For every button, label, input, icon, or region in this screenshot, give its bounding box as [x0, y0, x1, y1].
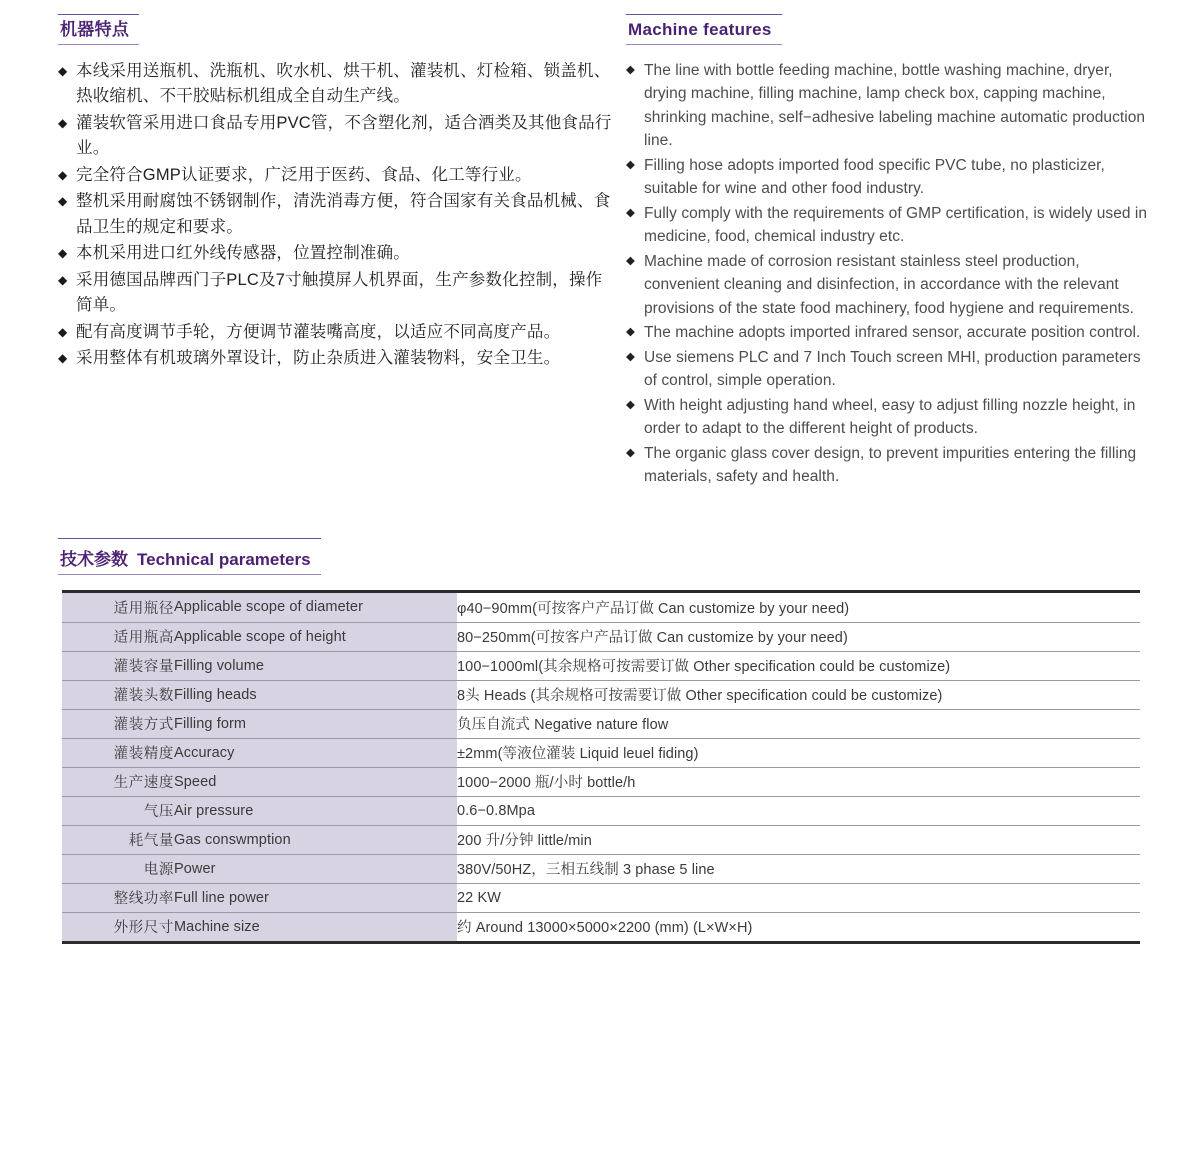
technical-parameters-heading-en: Technical parameters [137, 550, 311, 569]
technical-parameters-heading-cn: 技术参数 [60, 550, 128, 569]
param-label-cn: 生产速度 [62, 767, 174, 796]
machine-features-heading-cn-text: 机器特点 [60, 20, 130, 39]
diamond-bullet-icon: ◆ [58, 246, 68, 261]
param-value: 0.6−0.8Mpa [457, 796, 1140, 825]
table-row [62, 912, 1140, 941]
param-label-cn: 灌装容量 [62, 651, 174, 680]
diamond-bullet-icon: ◆ [58, 351, 68, 366]
technical-parameters-table-wrap [62, 590, 1140, 944]
table-row [62, 883, 1140, 912]
diamond-bullet-icon: ◆ [626, 326, 635, 339]
table-row [62, 651, 1140, 680]
table-row [62, 825, 1140, 854]
feature-cn-item [58, 189, 618, 240]
feature-cn-item-text: 灌装软管采用进口食品专用PVC管，不含塑化剂，适合酒类及其他食品行业。 [76, 113, 612, 158]
param-value: 80−250mm(可按客户产品订做 Can customize by your need) [457, 622, 1140, 651]
technical-parameters-heading-wrap [58, 538, 321, 575]
diamond-bullet-icon: ◆ [626, 254, 635, 267]
table-row [62, 796, 1140, 825]
diamond-bullet-icon: ◆ [58, 324, 68, 339]
feature-en-item [626, 442, 1151, 489]
diamond-bullet-icon: ◆ [626, 350, 635, 363]
param-label-en: Air pressure [174, 796, 457, 825]
feature-en-item [626, 346, 1151, 393]
feature-en-item [626, 202, 1151, 249]
param-value: 22 KW [457, 883, 1140, 912]
diamond-bullet-icon: ◆ [626, 398, 635, 411]
feature-cn-item-text: 本机采用进口红外线传感器，位置控制准确。 [76, 244, 410, 263]
param-label-en: Full line power [174, 883, 457, 912]
features-section [0, 14, 1200, 490]
param-label-cn: 外形尺寸 [62, 912, 174, 941]
feature-cn-item-text: 配有高度调节手轮，方便调节灌装嘴高度，以适应不同高度产品。 [76, 322, 561, 341]
feature-cn-item-text: 完全符合GMP认证要求，广泛用于医药、食品、化工等行业。 [76, 165, 532, 184]
feature-cn-item-text: 整机采用耐腐蚀不锈钢制作，清洗消毒方便，符合国家有关食品机械、食品卫生的规定和要求。 [76, 192, 611, 236]
param-label-en: Gas conswmption [174, 825, 457, 854]
param-value: 380V/50HZ，三相五线制 3 phase 5 line [457, 854, 1140, 883]
param-label-en: Machine size [174, 912, 457, 941]
feature-en-item [626, 59, 1151, 153]
param-label-en: Power [174, 854, 457, 883]
param-label-cn: 整线功率 [62, 883, 174, 912]
param-value: 约 Around 13000×5000×2200 (mm) (L×W×H) [457, 912, 1140, 941]
machine-features-heading-en-text: Machine features [628, 20, 772, 39]
param-label-en: Filling form [174, 709, 457, 738]
feature-cn-item [58, 59, 618, 110]
feature-cn-item-text: 采用整体有机玻璃外罩设计，防止杂质进入灌装物料，安全卫生。 [76, 349, 561, 368]
param-value: 200 升/分钟 little/min [457, 825, 1140, 854]
feature-en-item [626, 321, 1151, 345]
table-row [62, 738, 1140, 767]
features-list-english [626, 59, 1151, 489]
diamond-bullet-icon: ◆ [626, 158, 635, 171]
technical-parameters-heading-text [60, 545, 311, 570]
feature-en-item-text: With height adjusting hand wheel, easy to adjust filling nozzle height, in order to adapt to the different height of products. [644, 396, 1136, 438]
param-label-en: Applicable scope of height [174, 622, 457, 651]
feature-cn-item [58, 241, 618, 267]
machine-features-heading-en [626, 14, 782, 45]
param-label-cn: 适用瓶高 [62, 622, 174, 651]
diamond-bullet-icon: ◆ [626, 206, 635, 219]
table-row [62, 593, 1140, 622]
feature-en-item-text: The organic glass cover design, to prevent impurities entering the filling materials, safety and health. [644, 444, 1137, 486]
feature-cn-item [58, 111, 618, 162]
feature-en-item [626, 250, 1151, 321]
feature-en-item-text: Machine made of corrosion resistant stainless steel production, convenient cleaning and disinfection, in accordance with the relevant provisions of the state food machinery, food hygiene and requirements. [644, 252, 1135, 317]
technical-parameters-table [62, 593, 1140, 941]
diamond-bullet-icon: ◆ [58, 272, 68, 287]
diamond-bullet-icon: ◆ [58, 167, 68, 182]
feature-en-item-text: Filling hose adopts imported food specific PVC tube, no plasticizer, suitable for wine and other food industry. [644, 156, 1105, 198]
param-value: 1000−2000 瓶/小时 bottle/h [457, 767, 1140, 796]
param-value: φ40−90mm(可按客户产品订做 Can customize by your need) [457, 593, 1140, 622]
feature-cn-item [58, 163, 618, 189]
diamond-bullet-icon: ◆ [58, 115, 68, 130]
feature-en-item [626, 394, 1151, 441]
param-label-cn: 气压 [62, 796, 174, 825]
param-label-en: Filling volume [174, 651, 457, 680]
table-row [62, 854, 1140, 883]
param-label-cn: 灌装精度 [62, 738, 174, 767]
diamond-bullet-icon: ◆ [58, 63, 68, 78]
feature-cn-item [58, 320, 618, 346]
table-row [62, 680, 1140, 709]
diamond-bullet-icon: ◆ [58, 194, 68, 209]
table-row [62, 767, 1140, 796]
param-label-cn: 电源 [62, 854, 174, 883]
param-value: ±2mm(等液位灌装 Liquid leuel fiding) [457, 738, 1140, 767]
feature-en-item-text: Use siemens PLC and 7 Inch Touch screen MHI, production parameters of control, simple operation. [644, 348, 1141, 390]
technical-parameters-heading [58, 538, 321, 575]
param-label-en: Accuracy [174, 738, 457, 767]
features-column-chinese [58, 14, 618, 490]
feature-cn-item [58, 346, 618, 372]
feature-cn-item [58, 268, 618, 319]
feature-en-item [626, 154, 1151, 201]
feature-en-item-text: Fully comply with the requirements of GMP certification, is widely used in medicine, food, chemical industry etc. [644, 204, 1148, 246]
table-row [62, 622, 1140, 651]
feature-cn-item-text: 采用德国品牌西门子PLC及7寸触摸屏人机界面，生产参数化控制，操作简单。 [76, 270, 603, 315]
param-value: 负压自流式 Negative nature flow [457, 709, 1140, 738]
feature-en-item-text: The line with bottle feeding machine, bottle washing machine, dryer, drying machine, filling machine, lamp check box, capping machine, shrinking machine, self−adhesive labeling machine automatic production line. [644, 61, 1146, 150]
feature-en-item-text: The machine adopts imported infrared sensor, accurate position control. [644, 324, 1141, 342]
param-label-en: Speed [174, 767, 457, 796]
table-row [62, 709, 1140, 738]
param-label-cn: 灌装方式 [62, 709, 174, 738]
param-label-cn: 灌装头数 [62, 680, 174, 709]
diamond-bullet-icon: ◆ [626, 63, 635, 76]
param-value: 100−1000ml(其余规格可按需要订做 Other specification could be customize) [457, 651, 1140, 680]
param-label-en: Filling heads [174, 680, 457, 709]
param-value: 8头 Heads (其余规格可按需要订做 Other specification could be customize) [457, 680, 1140, 709]
machine-features-heading-cn [58, 14, 139, 45]
param-label-cn: 耗气量 [62, 825, 174, 854]
features-column-english [626, 14, 1151, 490]
feature-cn-item-text: 本线采用送瓶机、洗瓶机、吹水机、烘干机、灌装机、灯检箱、锁盖机、热收缩机、不干胶贴标机组成全自动生产线。 [76, 61, 611, 106]
diamond-bullet-icon: ◆ [626, 446, 635, 459]
param-label-en: Applicable scope of diameter [174, 593, 457, 622]
param-label-cn: 适用瓶径 [62, 593, 174, 622]
features-list-chinese [58, 59, 618, 372]
